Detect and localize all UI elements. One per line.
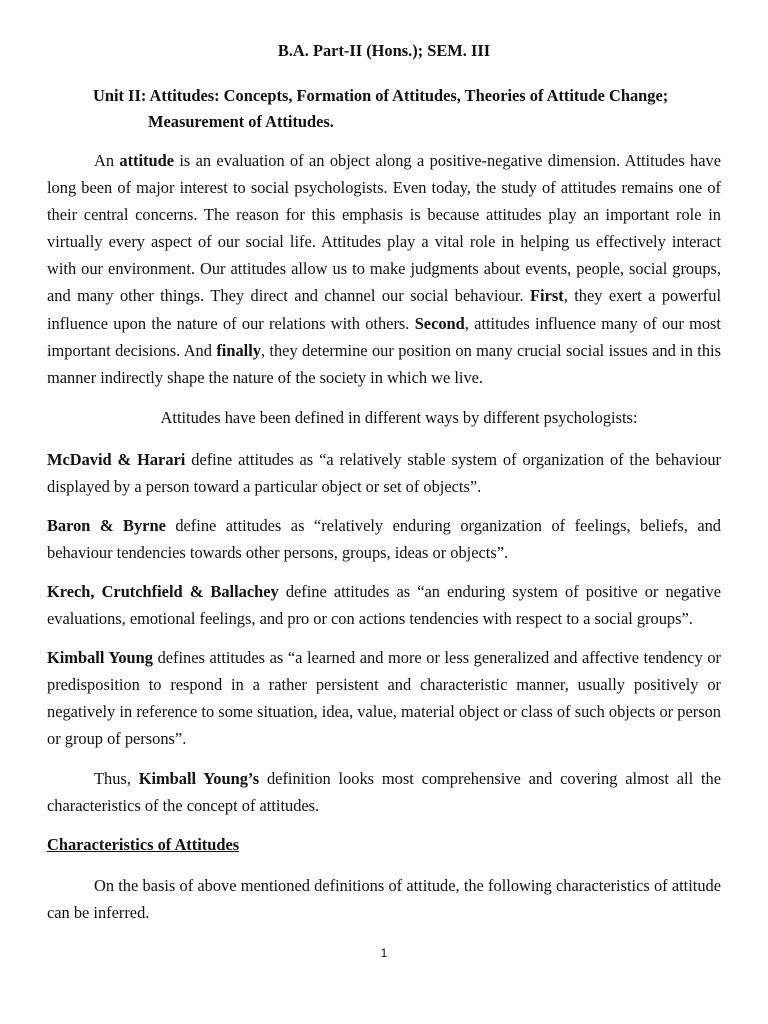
intro-bold-first: First [530,286,564,306]
unit-title-line2: Measurement of Attitudes. [148,112,334,131]
intro-paragraph [47,147,721,391]
unit-title-line1: : Attitudes: Concepts, Formation of Attitudes, Theories of Attitude Change; [140,86,669,105]
definition-text: defines attitudes as “a learned and more or less generalized and affective tendency or predisposition to respond in a rather persistent and characteristic manner, usually positively or negatively in reference to some situation, idea, value, material object or class of such objects or person or group of persons”. [47,648,721,748]
definition-author: McDavid & Harari [47,450,186,469]
conclusion-bold-author: Kimball Young’s [138,769,260,788]
intro-bold-finally: finally [216,340,261,360]
definition-author: Krech, Crutchfield & Ballachey [47,582,279,601]
section-heading: Characteristics of Attitudes [47,835,240,854]
intro-text-1: An [94,151,120,170]
page-number: 1 [380,946,388,960]
definition-paragraph [47,512,721,566]
definition-paragraph [47,578,721,632]
course-title: B.A. Part-II (Hons.); SEM. III [277,41,491,60]
intro-text-5: , they determine our position on many crucial social issues and in this manner indirectly shape the nature of the society in which we live. [47,340,721,387]
conclusion-text-1: Thus, [94,769,139,788]
definition-paragraph [47,644,721,752]
intro-bold-attitude: attitude [119,151,175,170]
unit-heading [93,83,733,135]
definition-author: Kimball Young [47,648,153,667]
intro-text-2: is an evaluation of an object along a positive-negative dimension. Attitudes have long been of major interest to social psychologists. Even today, the study of attitudes remains one of their central concerns. The reason for this emphasis is because attitudes play an important role in virtually every aspect of our social life. Attitudes play a vital role in helping us effectively interact with our environment. Our attitudes allow us to make judgments about events, people, social groups, and many other things. They direct and channel our social behaviour. [47,151,721,306]
intro-text-3: , they exert a powerful influence upon the nature of our relations with others. [47,286,721,333]
intro-text-4: , attitudes influence many of our most important decisions. And [47,313,721,360]
definition-author: Baron & Byrne [47,516,166,535]
conclusion-paragraph [47,765,721,819]
definition-text: define attitudes as “an enduring system of positive or negative evaluations, emotional feelings, and pro or con actions tendencies with respect to a social groups”. [47,582,721,628]
definition-text: define attitudes as “a relatively stable system of organization of the behaviour displayed by a person toward a particular object or set of objects”. [47,450,721,496]
definition-text: define attitudes as “relatively enduring organization of feelings, beliefs, and behaviour tendencies towards other persons, groups, ideas or objects”. [47,516,721,562]
characteristics-intro: On the basis of above mentioned definitions of attitude, the following characteristics of attitude can be inferred. [47,876,721,922]
conclusion-text-2: definition looks most comprehensive and covering almost all the characteristics of the concept of attitudes. [47,769,722,815]
unit-label: Unit II [93,86,141,105]
definition-paragraph [47,446,721,500]
definitions-intro: Attitudes have been defined in different ways by different psychologists: [160,408,638,427]
intro-bold-second: Second [414,313,465,333]
